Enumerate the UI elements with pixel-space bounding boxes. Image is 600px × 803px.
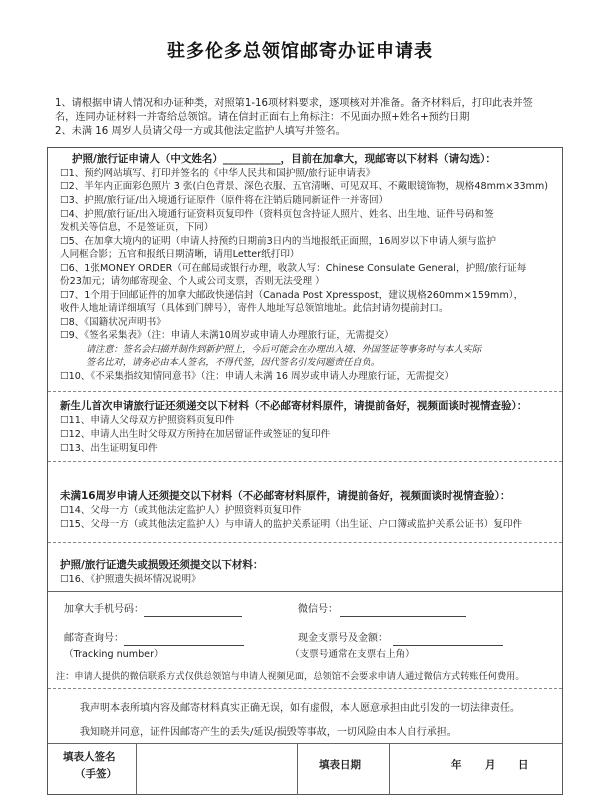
chinese-name-field[interactable]: ___________ [222,153,281,165]
declaration-line-1: 我声明本表所填内容及邮寄材料真实正确无误，如有虚假，本人愿意承担由此引发的一切法律责任。 [80,703,520,714]
checklist-item-13[interactable]: ☐13、出生证明复印件 [60,443,158,454]
wechat-input-line[interactable] [340,616,466,617]
section-divider [48,391,562,392]
money-order-sub-label: （支票号通常在支票右上角） [290,649,415,660]
checklist-item-4[interactable]: ☐4、护照/旅行证/出入境通行证资料页复印件（资料页包含持证人照片、姓名、出生地、证件号码和签 [60,209,494,220]
instruction-line-2: 名，连同办证材料一并寄给总领馆。请在信封正面右上角标注：不见面办照+姓名+预约日期 [55,112,470,123]
section4-header: 护照/旅行证遗失或损毁还须提交以下材料： [60,559,264,571]
signature-note-line-1: 请注意：签名会扫描并制作到新护照上，今后可能会在办理出入境、外国签证等事务时与本人实际 [86,344,482,355]
checklist-item-6-cont: 份23加元；请勿邮寄现金、个人或公司支票，否则无法受理 ） [60,276,325,287]
month-label: 月 [485,759,496,771]
section-divider [48,591,562,592]
checklist-item-5-cont: 人同框合影；五官和报纸日期清晰，请用Letter纸打印） [60,249,300,260]
checklist-item-4-cont: 发机关等信息，不是签证页，下同） [60,222,214,233]
instruction-line-1: 1、请根据申请人情况和办证种类，对照第1-16项材料要求，逐项核对并准备。备齐材料后，打印此表并签 [55,98,533,109]
section-divider [48,542,562,543]
day-label: 日 [518,759,529,771]
checklist-item-8[interactable]: ☐8、《国籍状况声明书》 [60,317,166,328]
section2-header: 新生儿首次申请旅行证还须递交以下材料（不必邮寄材料原件，请提前备好，视频面谈时视情查验）： [60,400,528,412]
handwritten-label: （手签） [75,768,117,780]
checklist-item-2[interactable]: ☐2、半年内正面彩色照片 3 张(白色背景、深色衣服、五官清晰、可见双耳、不戴眼镜饰物，规格48mm×33mm) [60,181,548,192]
checklist-item-7[interactable]: ☐7、1个用于回邮证件的加拿大邮政快递信封（Canada Post Xpresspost，建议规格260mm×159mm）， [60,290,524,301]
page-title: 驻多伦多总领馆邮寄办证申请表 [167,41,433,62]
checklist-item-12[interactable]: ☐12、申请人出生时父母双方所持在加居留证件或签证的复印件 [60,429,331,440]
section1-header [72,153,496,166]
date-field[interactable] [390,744,561,794]
checklist-item-15[interactable]: ☐15、父母一方（或其他法定监护人）与申请人的监护关系证明（出生证、户口簿或监护关系公证书）复印件 [60,519,523,530]
checklist-item-9[interactable]: ☐9、《签名采集表》（注：申请人未满10周岁或申请人办理旅行证，无需提交） [60,330,394,341]
checklist-item-14[interactable]: ☐14、父母一方（或其他法定监护人）护照资料页复印件 [60,505,302,516]
signer-label: 填表人签名 [63,751,116,763]
money-order-input-line[interactable] [393,645,503,646]
date-label: 填表日期 [319,759,361,771]
money-order-label: 现金支票号及金额： [298,633,388,644]
section-divider [48,688,562,689]
wechat-note: 注：申请人提供的微信联系方式仅供总领馆与申请人视频见面，总领馆不会要求申请人通过微信方式转账任何费用。 [56,671,525,682]
checklist-item-11[interactable]: ☐11、申请人父母双方护照资料页复印件 [60,415,235,426]
phone-input-line[interactable] [144,616,242,617]
section-divider [48,461,562,462]
tracking-english-label: （Tracking number） [64,649,164,660]
checklist-item-16[interactable]: ☐16、《护照遗失损坏情况说明》 [60,574,201,585]
section1-header-pre: 护照/旅行证申请人（中文姓名） [72,153,223,165]
phone-label: 加拿大手机号码： [64,604,144,615]
checklist-item-3[interactable]: ☐3、护照/旅行证/出入境通行证原件（原件将在注销后随同新证件一并寄回） [60,195,389,206]
section1-header-post: ，目前在加拿大，现邮寄以下材料（请勾选）： [280,153,496,165]
section3-header: 未满16周岁申请人还须提交以下材料（不必邮寄材料原件，请提前备好，视频面谈时视情查验）： [60,490,511,502]
year-label: 年 [451,759,462,771]
declaration-line-2: 我知晓并同意，证件因邮寄产生的丢失/延误/损毁等事故，一切风险由本人自行承担。 [80,727,457,738]
signature-field[interactable] [137,744,296,794]
application-form-box [47,147,563,795]
wechat-label: 微信号： [298,604,338,615]
checklist-item-10[interactable]: ☐10、《不采集指纹知情同意书》（注：申请人未满 16 周岁或申请人办理旅行证，无需提交） [60,371,455,382]
signature-note-line-2: 签名比对，请务必由本人签名，不得代签，因代签名引发问题责任自负。 [86,357,380,368]
tracking-label: 邮寄查询号： [64,633,124,644]
signature-table-divider [297,743,298,795]
checklist-item-7-cont: 收件人地址请详细填写（具体到门牌号），寄件人地址写总领馆地址。此信封请勿提前封口。 [60,303,449,314]
tracking-input-line[interactable] [124,645,244,646]
checklist-item-1[interactable]: ☐1、预约网站填写、打印并签名的《中华人民共和国护照/旅行证申请表》 [60,168,376,179]
checklist-item-6[interactable]: ☐6、1张MONEY ORDER（可在邮局或银行办理，收款人写：Chinese Consulate General，护照/旅行证每 [60,263,527,274]
instruction-line-3: 2、未满 16 周岁人员请父母一方或其他法定监护人填写并签名。 [55,126,346,137]
checklist-item-5[interactable]: ☐5、在加拿大境内的证明（申请人持预约日期前3日内的当地报纸正面照，16周岁以下申请人须与监护 [60,236,496,247]
